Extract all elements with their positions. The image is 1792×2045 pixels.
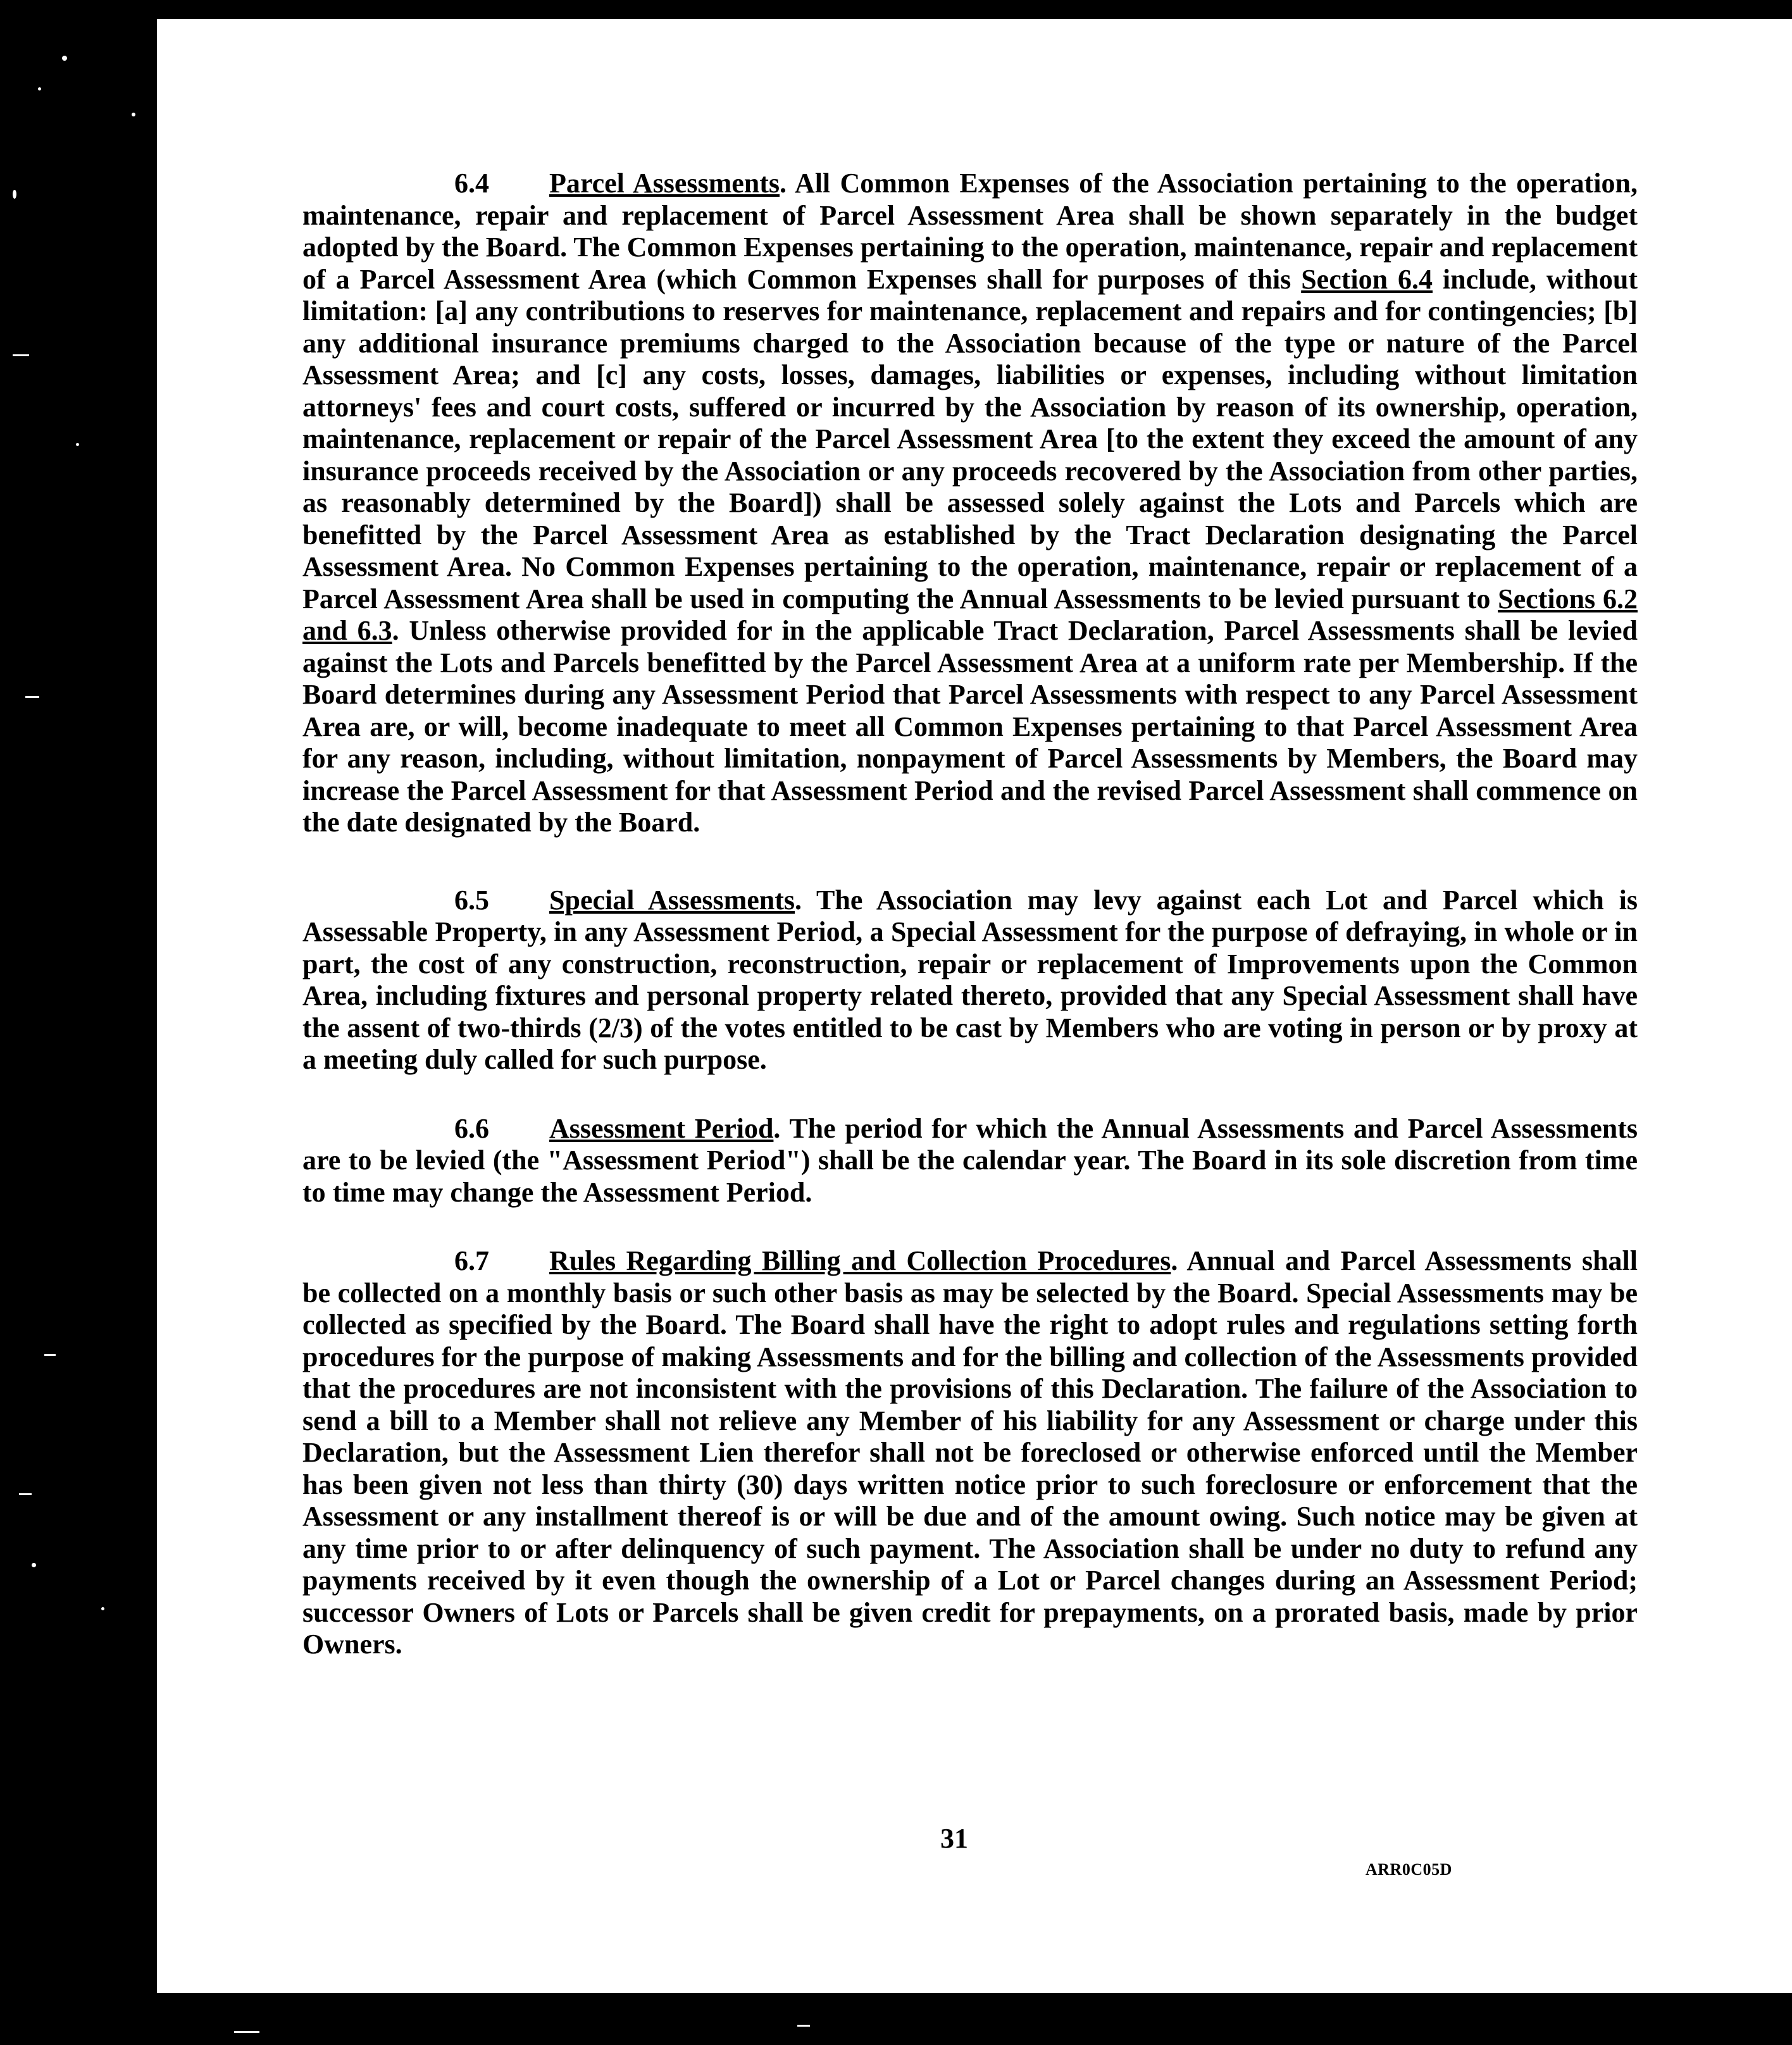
section-number: 6.6 (454, 1112, 489, 1144)
scan-speck (62, 56, 67, 61)
section-6-7-paragraph (302, 1245, 1638, 1661)
scan-dash (13, 354, 29, 356)
section-body: . Unless otherwise provided for in the applicable Tract Declaration, Parcel Assessments shall be levied against the Lots and Parcels benefitted by the Parcel Assessment Area at a uniform rate per Membership. If the Board determines during any Assessment Period that Parcel Assessments with respect to any Parcel Assessment Area are, or will, become inadequate to meet all Common Expenses pertaining to that Parcel Assessment Area for any reason, including, without limitation, nonpayment of Parcel Assessments by Members, the Board may increase the Parcel Assessment for that Assessment Period and the revised Parcel Assessment shall commence on the date designated by the Board. (302, 615, 1638, 838)
scan-speck (13, 190, 16, 199)
document-body (302, 168, 1638, 1661)
section-body: . The period for which the Annual Assessments and Parcel Assessments are to be levied (the "Assessment Period") shall be the calendar year. The Board in its sole discretion from time to time may change the Assessment Period. (302, 1112, 1638, 1208)
section-heading: Rules Regarding Billing and Collection Procedures (549, 1245, 1171, 1276)
section-reference: Sections 6.2 and 6.3 (302, 583, 1638, 646)
page-number: 31 (940, 1823, 968, 1854)
section-body: . All Common Expenses of the Association pertaining to the operation, maintenance, repair and replacement of Parcel Assessment Area shall be shown separately in the budget adopted by the Board. The Common Expenses pertaining to the operation, maintenance, repair and replacement of a Parcel Assessment Area (which Common Expenses shall for purposes of this (302, 168, 1638, 295)
scan-dash (234, 2031, 259, 2033)
scan-speck (132, 113, 135, 116)
section-heading: Parcel Assessments (549, 168, 780, 199)
section-number: 6.7 (454, 1245, 489, 1276)
scan-speck (101, 1607, 104, 1610)
section-6-6-paragraph (302, 1113, 1638, 1209)
scan-speck (38, 87, 41, 90)
section-number: 6.4 (454, 168, 489, 199)
section-body: include, without limitation: [a] any contributions to reserves for maintenance, replacement and repairs and for contingencies; [b] any additional insurance premiums charged to the Association because of the type or nature of the Parcel Assessment Area; and [c] any costs, losses, damages, liabilities or expenses, including without limitation attorneys' fees and court costs, suffered or incurred by the Association by reason of its ownership, operation, maintenance, replacement or repair of the Parcel Assessment Area [to the extent they exceed the amount of any insurance proceeds received by the Association or any proceeds recovered by the Association from other parties, as reasonably determined by the Board]) shall be assessed solely against the Lots and Parcels which are benefitted by the Parcel Assessment Area as established by the Tract Declaration designating the Parcel Assessment Area. No Common Expenses pertaining to the operation, maintenance, repair or replacement of a Parcel Assessment Area shall be used in computing the Annual Assessments to be levied pursuant to (302, 263, 1638, 614)
section-heading: Special Assessments (549, 884, 795, 916)
document-page (157, 19, 1792, 1993)
scan-speck (76, 443, 79, 446)
scan-dash (797, 2025, 810, 2027)
scan-dash (19, 1493, 32, 1495)
section-body: . Annual and Parcel Assessments shall be collected on a monthly basis or such other basis as may be selected by the Board. Special Assessments may be collected as specified by the Board. The Board shall have the right to adopt rules and regulations setting forth procedures for the purpose of making Assessments and for the billing and collection of the Assessments provided that the procedures are not inconsistent with the provisions of this Declaration. The failure of the Association to send a bill to a Member shall not relieve any Member of his liability for any Assessment or charge under this Declaration, but the Assessment Lien therefor shall not be foreclosed or otherwise enforced until the Member has been given not less than thirty (30) days written notice prior to such foreclosure or enforcement that the Assessment or any installment thereof is or will be due and of the amount owing. Such notice may be given at any time prior to or after delinquency of such payment. The Association shall be under no duty to refund any payments received by it even though the ownership of a Lot or Parcel changes during an Assessment Period; successor Owners of Lots or Parcels shall be given credit for prepayments, on a prorated basis, made by prior Owners. (302, 1245, 1638, 1660)
section-6-5-paragraph (302, 885, 1638, 1076)
section-body: . The Association may levy against each Lot and Parcel which is Assessable Property, in any Assessment Period, a Special Assessment for the purpose of defraying, in whole or in part, the cost of any construction, reconstruction, repair or replacement of Improvements upon the Common Area, including fixtures and personal property related thereto, provided that any Special Assessment shall have the assent of two-thirds (2/3) of the votes entitled to be cast by Members who are voting in person or by proxy at a meeting duly called for such purpose. (302, 884, 1638, 1075)
scan-dash (25, 696, 39, 698)
document-code: ARR0C05D (1366, 1860, 1452, 1879)
section-reference: Section 6.4 (1301, 263, 1433, 295)
section-heading: Assessment Period (549, 1112, 774, 1144)
scan-speck (32, 1563, 36, 1567)
scan-dash (44, 1354, 56, 1356)
section-6-4-paragraph (302, 168, 1638, 839)
section-number: 6.5 (454, 884, 489, 916)
